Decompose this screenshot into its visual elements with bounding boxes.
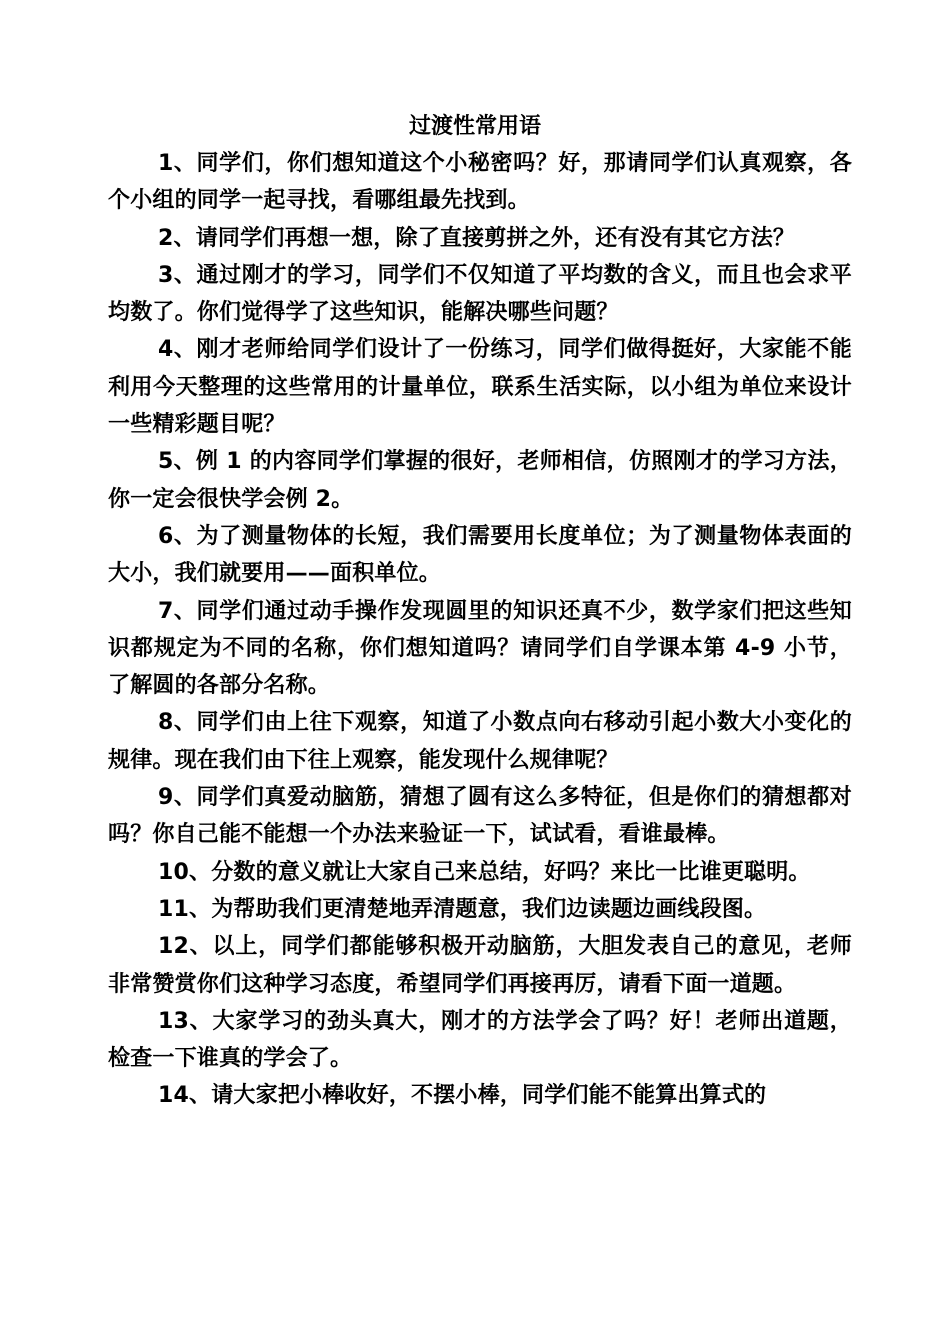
- paragraph-1: 1、同学们，你们想知道这个小秘密吗？好，那请同学们认真观察，各个小组的同学一起寻找，看哪组最先找到。: [108, 151, 852, 214]
- paragraph-11: 11、为帮助我们更清楚地弄清题意，我们边读题边画线段图。: [158, 896, 767, 922]
- paragraph-14: 14、请大家把小棒收好，不摆小棒，同学们能不能算出算式的: [158, 1083, 767, 1109]
- paragraph-5: 5、例 1 的内容同学们掌握的很好，老师相信，仿照刚才的学习方法，你一定会很快学会例 2。: [108, 449, 852, 512]
- paragraph-7: 7、同学们通过动手操作发现圆里的知识还真不少，数学家们把这些知识都规定为不同的名称，你们想知道吗？请同学们自学课本第 4-9 小节，了解圆的各部分名称。: [108, 598, 852, 699]
- paragraph-8: 8、同学们由上往下观察，知道了小数点向右移动引起小数大小变化的规律。现在我们由下往上观察，能发现什么规律呢？: [108, 710, 852, 773]
- paragraph-2: 2、请同学们再想一想，除了直接剪拼之外，还有没有其它方法？: [158, 225, 796, 251]
- paragraph-3: 3、通过刚才的学习，同学们不仅知道了平均数的含义，而且也会求平均数了。你们觉得学了这些知识，能解决哪些问题？: [108, 262, 852, 326]
- paragraph-12: 12、以上，同学们都能够积极开动脑筋，大胆发表自己的意见，老师非常赞赏你们这种学习态度，希望同学们再接再厉，请看下面一道题。: [108, 934, 852, 997]
- paragraph-4: 4、刚才老师给同学们设计了一份练习，同学们做得挺好，大家能不能利用今天整理的这些常用的计量单位，联系生活实际，以小组为单位来设计一些精彩题目呢？: [108, 337, 852, 438]
- paragraph-9: 9、同学们真爱动脑筋，猜想了圆有这么多特征，但是你们的猜想都对吗？你自己能不能想一个办法来验证一下，试试看，看谁最棒。: [108, 785, 852, 848]
- document-body: [108, 145, 852, 1115]
- paragraph-10: 10、分数的意义就让大家自己来总结，好吗？来比一比谁更聪明。: [158, 859, 811, 885]
- document-title: 过渡性常用语: [408, 114, 541, 139]
- paragraph-13: 13、大家学习的劲头真大，刚才的方法学会了吗？好！老师出道题，检查一下谁真的学会了。: [108, 1008, 852, 1072]
- paragraph-6: 6、为了测量物体的长短，我们需要用长度单位；为了测量物体表面的大小，我们就要用——面积单位。: [108, 523, 852, 587]
